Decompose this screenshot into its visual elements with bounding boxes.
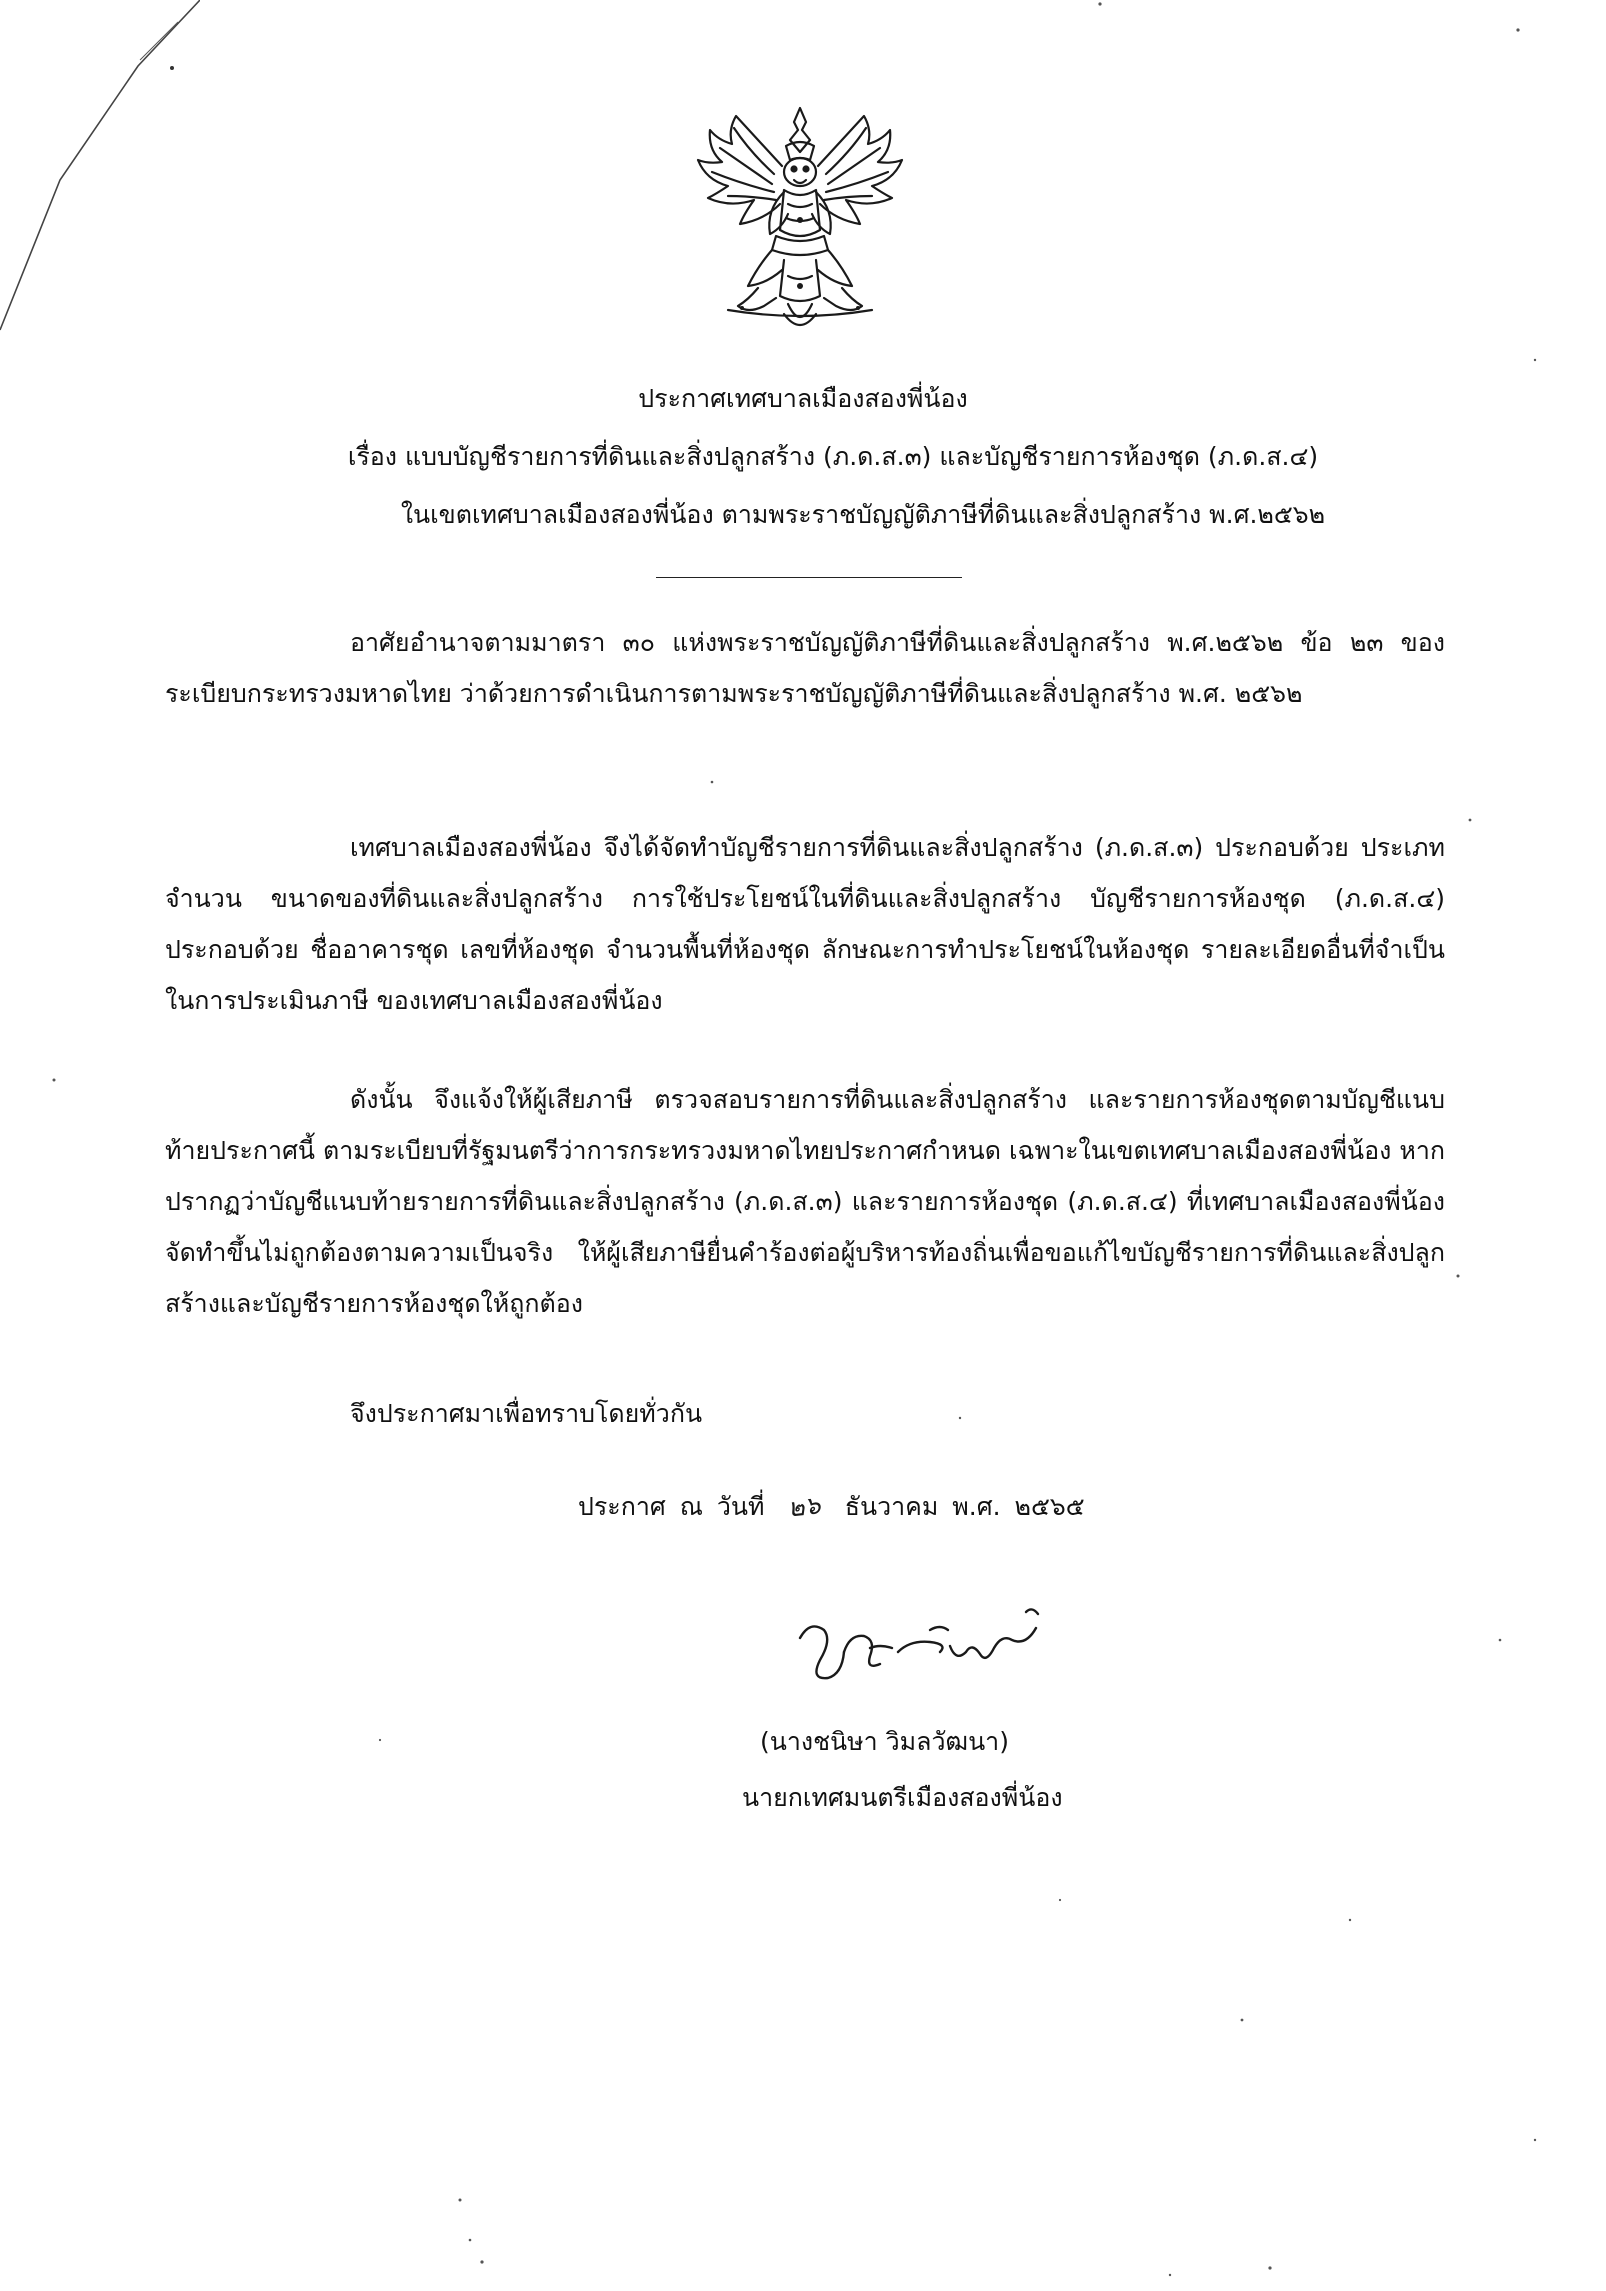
body-paragraph-accounts: เทศบาลเมืองสองพี่น้อง จึงได้จัดทำบัญชีรายการที่ดินและสิ่งปลูกสร้าง (ภ.ด.ส.๓) ประกอบด้วย ประเภท จำนวน ขนาดของที่ดินและสิ่งปลูกสร้าง การใช้ประโยชน์ในที่ดินและสิ่งปลูกสร้าง บัญชีรายการห้องชุด (ภ.ด.ส.๔) ประกอบด้วย ชื่ออาคารชุด เลขที่ห้องชุด จำนวนพื้นที่ห้องชุด ลักษณะการทำประโยชน์ในห้องชุด รายละเอียดอื่นที่จำเป็นในการประเมินภาษี ของเทศบาลเมืองสองพี่น้อง (165, 833, 1445, 1015)
subject-line-1: เรื่อง แบบบัญชีรายการที่ดินและสิ่งปลูกสร้าง (ภ.ด.ส.๓) และบัญชีรายการห้องชุด (ภ.ด.ส.๔) (347, 442, 1319, 471)
signer-name: (นางชนิษา วิมลวัฒนา) (760, 1727, 1009, 1756)
announcement-title: ประกาศเทศบาลเมืองสองพี่น้อง (638, 384, 968, 413)
body-paragraph-notice: ดังนั้น จึงแจ้งให้ผู้เสียภาษี ตรวจสอบรายการที่ดินและสิ่งปลูกสร้าง และรายการห้องชุดตามบัญชีแนบท้ายประกาศนี้ ตามระเบียบที่รัฐมนตรีว่าการกระทรวงมหาดไทยประกาศกำหนด เฉพาะในเขตเทศบาลเมืองสองพี่น้อง หากปรากฏว่าบัญชีแนบท้ายรายการที่ดินและสิ่งปลูกสร้าง (ภ.ด.ส.๓) และรายการห้องชุด (ภ.ด.ส.๔) ที่เทศบาลเมืองสองพี่น้องจัดทำขึ้นไม่ถูกต้องตามความเป็นจริง ให้ผู้เสียภาษียื่นคำร้องต่อผู้บริหารท้องถิ่นเพื่อขอแก้ไขบัญชีรายการที่ดินและสิ่งปลูกสร้างและบัญชีรายการห้องชุดให้ถูกต้อง (165, 1085, 1445, 1318)
subject-line-2: ในเขตเทศบาลเมืองสองพี่น้อง ตามพระราชบัญญัติภาษีที่ดินและสิ่งปลูกสร้าง พ.ศ.๒๕๖๒ (400, 500, 1326, 529)
body-paragraph-authority: อาศัยอำนาจตามมาตรา ๓๐ แห่งพระราชบัญญัติภาษีที่ดินและสิ่งปลูกสร้าง พ.ศ.๒๕๖๒ ข้อ ๒๓ ของระเบียบกระทรวงมหาดไทย ว่าด้วยการดำเนินการตามพระราชบัญญัติภาษีที่ดินและสิ่งปลูกสร้าง พ.ศ. ๒๕๖๒ (165, 628, 1445, 708)
handwritten-signature-icon (780, 1590, 1070, 1700)
dateline-prefix: ประกาศ ณ วันที่ (578, 1492, 765, 1521)
dateline (578, 1491, 1085, 1523)
signer-position: นายกเทศมนตรีเมืองสองพี่น้อง (742, 1783, 1063, 1812)
scan-artifact-line (0, 0, 200, 340)
dateline-month-year: ธันวาคม พ.ศ. ๒๕๖๕ (844, 1492, 1085, 1521)
closing-statement: จึงประกาศมาเพื่อทราบโดยทั่วกัน (350, 1399, 703, 1428)
header-divider (656, 577, 962, 578)
garuda-emblem-icon (688, 100, 913, 340)
dateline-day: ๒๖ (786, 1490, 823, 1523)
